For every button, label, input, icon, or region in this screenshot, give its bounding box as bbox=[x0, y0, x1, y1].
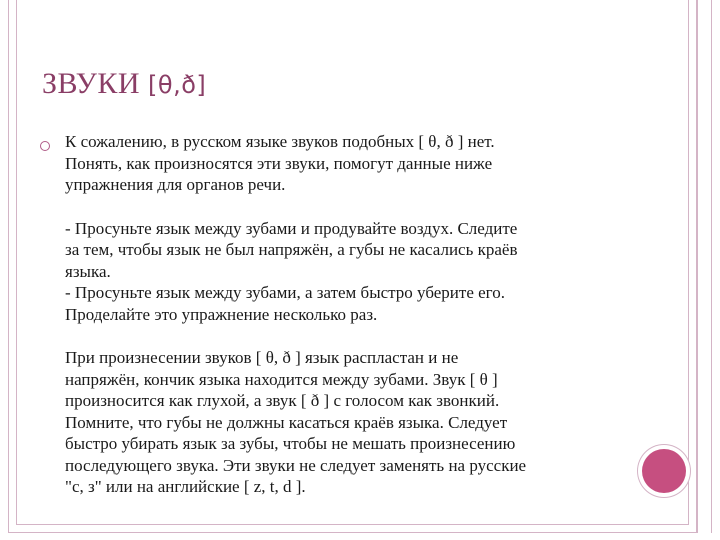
paragraph-gap bbox=[65, 196, 625, 218]
intro-line: Понять, как произносятся эти звуки, помогут данные ниже bbox=[65, 153, 493, 173]
intro-line: К сожалению, в русском языке звуков подобных [ θ, ð ] нет. bbox=[65, 132, 495, 151]
slide-title-ipa: [θ,ð] bbox=[148, 71, 207, 99]
slide-title bbox=[42, 67, 206, 101]
decorative-circle bbox=[642, 449, 686, 493]
slide-right-bar bbox=[697, 0, 712, 533]
exercise-line: - Просуньте язык между зубами, а затем быстро уберите его. bbox=[65, 283, 505, 302]
exercise-line: языка. bbox=[65, 261, 111, 281]
explanation-line: произносится как глухой, а звук [ ð ] с голосом как звонкий. bbox=[65, 391, 500, 410]
paragraph-gap bbox=[65, 325, 625, 347]
intro-line: упражнения для органов речи. bbox=[65, 175, 286, 194]
explanation-line: При произнесении звуков [ θ, ð ] язык распластан и не bbox=[65, 348, 459, 367]
explanation-line: быстро убирать язык за зубы, чтобы не мешать произнесению bbox=[65, 434, 516, 453]
bullet-icon bbox=[40, 141, 50, 151]
slide-title-text: ЗВУКИ bbox=[42, 67, 141, 100]
exercise-line: Проделайте это упражнение несколько раз. bbox=[65, 304, 378, 324]
explanation-line: "с, з" или на английские [ z, t, d ]. bbox=[65, 477, 306, 496]
explanation-line: напряжён, кончик языка находится между зубами. Звук [ θ ] bbox=[65, 369, 498, 389]
explanation-line: Помните, что губы не должны касаться краёв языка. Следует bbox=[65, 412, 508, 432]
slide-body bbox=[65, 131, 625, 498]
explanation-line: последующего звука. Эти звуки не следует заменять на русские bbox=[65, 455, 527, 475]
exercise-line: - Просуньте язык между зубами и продувайте воздух. Следите bbox=[65, 218, 518, 238]
exercise-line: за тем, чтобы язык не был напряжён, а губы не касались краёв bbox=[65, 240, 518, 259]
